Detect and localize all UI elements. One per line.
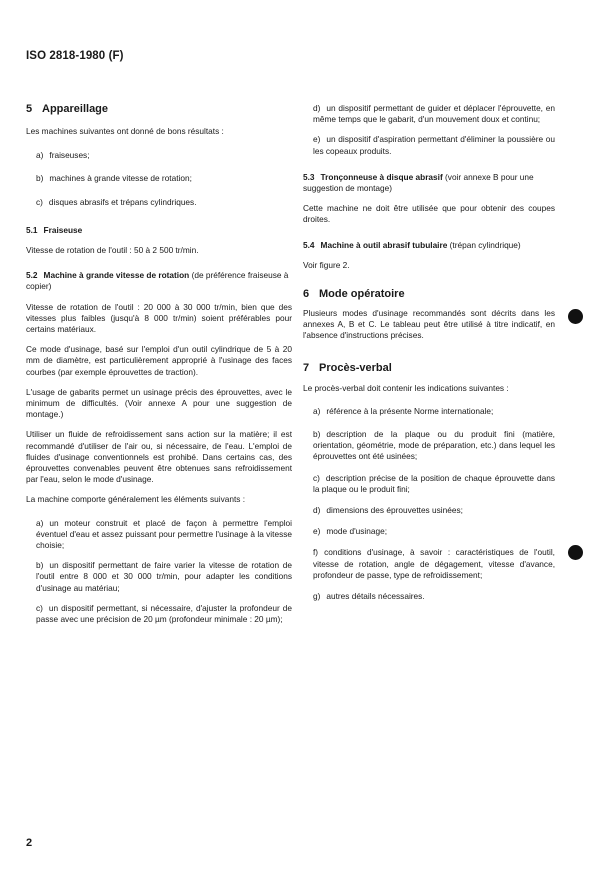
section-6-text: Plusieurs modes d'usinage recommandés sont décrits dans les annexes A, B et C. Le tableau peut être utilisé à titre indicatif, en l'absence d'instructions précises. xyxy=(303,308,555,341)
margin-dot-icon xyxy=(568,309,583,324)
list-item: d) dimensions des éprouvettes usinées; xyxy=(313,505,463,516)
section-5-3-text: Cette machine ne doit être utilisée que pour obtenir des coupes droites. xyxy=(303,203,555,225)
section-7-intro: Le procès-verbal doit contenir les indications suivantes : xyxy=(303,382,509,393)
list-item: a) un moteur construit et placé de façon à permettre l'emploi éventuel d'eau et assez puissant pour permettre l'usinage à la vitesse choisie; xyxy=(36,517,292,551)
section-5-heading: 5 Appareillage xyxy=(26,103,109,115)
list-item: c) disques abrasifs et trépans cylindriques. xyxy=(36,196,197,207)
list-item: b) description de la plaque ou du produit fini (matière, orientation, géométrie, mode de préparation, etc.) dans lequel les éprouvettes ont été usinées; xyxy=(313,429,555,462)
margin-dot-icon xyxy=(568,545,583,560)
section-5-1-heading: 5.1 Fraiseuse xyxy=(26,224,83,235)
list-item: d) un dispositif permettant de guider et déplacer l'éprouvette, en même temps que le gabarit, d'un mouvement doux et continu; xyxy=(313,103,555,125)
list-item: a) fraiseuses; xyxy=(36,150,90,161)
section-5-intro: Les machines suivantes ont donné de bons résultats : xyxy=(26,126,224,136)
right-column xyxy=(303,103,555,602)
section-5-1-text: Vitesse de rotation de l'outil : 50 à 2 500 tr/min. xyxy=(26,245,199,256)
document-id: ISO 2818-1980 (F) xyxy=(26,50,124,62)
section-5-3-heading: 5.3 Tronçonneuse à disque abrasif (voir annexe B pour une suggestion de montage) xyxy=(303,171,534,194)
list-item: b) un dispositif permettant de faire varier la vitesse de rotation de l'outil entre 8 000 et 30 000 tr/min, pour adapter les conditions d'usinage au matériau; xyxy=(36,560,292,593)
paragraph: Vitesse de rotation de l'outil : 20 000 à 30 000 tr/min, bien que des vitesses plus faibles (jusqu'à 8 000 tr/min) soient préférables pour certains matériaux. xyxy=(26,301,292,335)
section-7-heading: 7 Procès-verbal xyxy=(303,361,392,374)
list-item: e) mode d'usinage; xyxy=(313,526,388,537)
paragraph: L'usage de gabarits permet un usinage précis des éprouvettes, avec le minimum de difficultés. (Voir annexe A pour une suggestion de montage.) xyxy=(26,386,292,420)
section-5-4-text: Voir figure 2. xyxy=(303,259,350,270)
section-6-heading: 6 Mode opératoire xyxy=(303,288,405,301)
section-5-2-heading: 5.2 Machine à grande vitesse de rotation (de préférence fraiseuse à copier) xyxy=(26,270,289,292)
section-5-4-heading: 5.4 Machine à outil abrasif tubulaire (trépan cylindrique) xyxy=(303,239,521,250)
page-number: 2 xyxy=(26,837,33,849)
list-item: e) un dispositif d'aspiration permettant d'éliminer la poussière ou les copeaux produits. xyxy=(313,134,555,156)
list-item: f) conditions d'usinage, à savoir : caractéristiques de l'outil, vitesse de rotation, angle de dégagement, vitesse d'avance, profondeur de passe, type de refroidissement; xyxy=(313,547,555,580)
paragraph: Utiliser un fluide de refroidissement sans action sur la matière; il est recommandé d'utiliser de l'air ou, si nécessaire, de l'eau. L'emploi de fluides d'usinage conventionnels est prohibé. Dans certains cas, des éprouvettes convenables peuvent être obtenues sans refroidissement par l'eau, selon le mode d'usinage. xyxy=(26,429,292,485)
left-column xyxy=(26,103,292,625)
list-item: a) référence à la présente Norme internationale; xyxy=(313,405,494,416)
paragraph: Ce mode d'usinage, basé sur l'emploi d'un outil cylindrique de 5 à 20 mm de diamètre, est particulièrement approprié à l'usinage des faces courbes (par exemple éprouvettes de traction). xyxy=(26,344,292,377)
list-item: c) description précise de la position de chaque éprouvette dans la plaque ou le produit fini; xyxy=(313,472,555,494)
list-item: c) un dispositif permettant, si nécessaire, d'ajuster la profondeur de passe avec une précision de 20 µm (profondeur minimale : 20 µm); xyxy=(36,602,292,625)
paragraph: La machine comporte généralement les éléments suivants : xyxy=(26,494,246,505)
list-item: b) machines à grande vitesse de rotation; xyxy=(36,173,192,184)
list-item: g) autres détails nécessaires. xyxy=(313,591,425,602)
